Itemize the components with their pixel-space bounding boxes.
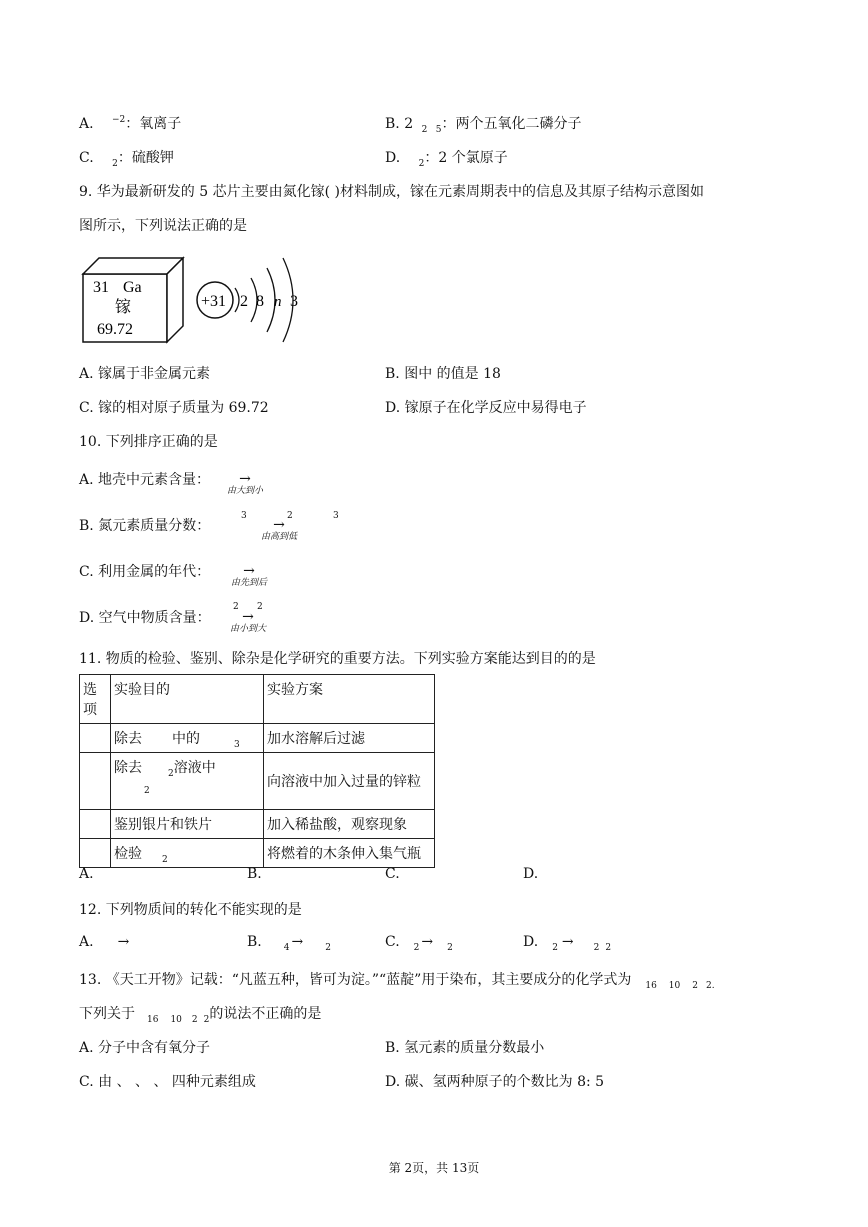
q8-option-b: B. 2 $_2$ $_5$：两个五氧化二磷分子 [385, 116, 582, 135]
nucleus-charge: +31 [201, 293, 227, 310]
q9-option-d: D. 镓原子在化学反应中易得电子 [385, 400, 587, 416]
q10-option-d: D. 空气中物质含量： [79, 610, 211, 626]
q11-stem: 11. 物质的检验、鉴别、除杂是化学研究的重要方法。下列实验方案能达到目的的是 [79, 651, 596, 667]
row3-purpose: 鉴别银片和铁片 [111, 810, 264, 839]
page-footer: 第 2页，共 13页 [388, 1161, 480, 1175]
table-row [80, 753, 435, 810]
q9-option-b: B. 图中 的值是 18 [385, 366, 501, 382]
row1-purpose: 除去 中的 $_3$ [111, 724, 264, 753]
q9-option-c: C. 镓的相对原子质量为 69.72 [79, 400, 269, 416]
q12-option-a: A. → [79, 934, 130, 950]
element-mass: 69.72 [97, 321, 133, 338]
experiment-table [79, 674, 435, 868]
q11-option-a: A. [79, 866, 94, 882]
q10-d-sub1: 2 [233, 602, 239, 612]
row4-purpose: 检验 $_2$ [111, 839, 264, 868]
row3-plan: 加入稀盐酸，观察现象 [264, 810, 435, 839]
shell-2: 8 [256, 293, 264, 310]
table-row [80, 724, 435, 753]
q11-option-c: C. [385, 866, 400, 882]
q13-stem-line1: 13. 《天工开物》记载：“凡蓝五种，皆可为淀。”“蓝靛”用于染布，其主要成分的化学式为 $_{16}$ $_{10}$ $_2$ $_{2.}$ [79, 972, 715, 991]
q10-option-c: C. 利用金属的年代： [79, 564, 211, 580]
header-purpose: 实验目的 [111, 675, 264, 724]
row2-plan: 向溶液中加入过量的锌粒 [264, 753, 435, 810]
q8-option-d: D. $_2$：2 个氯原子 [385, 150, 508, 169]
q10-stem: 10. 下列排序正确的是 [79, 434, 218, 450]
element-symbol: Ga [123, 279, 142, 296]
row4-plan: 将燃着的木条伸入集气瓶 [264, 839, 435, 868]
q13-option-d: D. 碳、氢两种原子的个数比为 8: 5 [385, 1074, 605, 1090]
q10-b-sub3: 3 [333, 511, 339, 521]
q9-stem-line2: 图所示，下列说法正确的是 [79, 218, 247, 234]
shell-1: 2 [240, 293, 248, 310]
q9-option-a: A. 镓属于非金属元素 [79, 366, 211, 382]
header-plan: 实验方案 [264, 675, 435, 724]
table-row [80, 839, 435, 868]
atom-structure [197, 258, 298, 342]
q10-b-sub1: 3 [241, 511, 247, 521]
table-row [80, 810, 435, 839]
q8-option-a: A. $^{-2}$：氧离子 [79, 115, 182, 132]
q10-c-arrow: → 由先到后 [230, 563, 267, 588]
q10-option-b: B. 氮元素质量分数： [79, 518, 211, 534]
shell-4: 3 [290, 293, 298, 310]
q9-stem-line1: 9. 华为最新研发的 5 芯片主要由氮化镓( )材料制成，镓在元素周期表中的信息及其原子结构示意图如 [79, 184, 704, 200]
header-option: 选项 [80, 675, 111, 724]
q10-b-arrow: → 由高到低 [260, 517, 297, 542]
row2-purpose: 除去 $_2$溶液中 $_2$ [111, 753, 264, 810]
q12-stem: 12. 下列物质间的转化不能实现的是 [79, 902, 302, 918]
q13-option-c: C. 由 、 、 、 四种元素组成 [79, 1074, 256, 1090]
q13-option-b: B. 氢元素的质量分数最小 [385, 1040, 545, 1056]
q10-d-sub2: 2 [257, 602, 263, 612]
q12-option-b: B. $_4$ → $_2$ [247, 934, 331, 953]
gallium-figure [79, 252, 309, 347]
q11-option-d: D. [523, 866, 539, 882]
table-header-row [80, 675, 435, 724]
q12-option-d: D. $_2$ → $_2$ $_2$ [523, 934, 612, 953]
q10-option-a: A. 地壳中元素含量： [79, 472, 211, 488]
shell-3: n [274, 294, 282, 310]
q13-stem-line2: 下列关于 $_{16}$ $_{10}$ $_2$ $_2$的说法不正确的是 [79, 1006, 322, 1025]
q10-b-sub2: 2 [287, 511, 293, 521]
q13-option-a: A. 分子中含有氧分子 [79, 1040, 211, 1056]
q8-option-c: C. $_2$：硫酸钾 [79, 150, 174, 169]
q10-d-arrow: → 由小到大 [229, 609, 266, 634]
element-name: 镓 [115, 297, 132, 316]
element-tile [83, 258, 183, 342]
element-atomic-number: 31 [93, 279, 109, 296]
q11-option-b: B. [247, 866, 262, 882]
q10-a-arrow: → 由大到小 [226, 471, 263, 496]
row1-plan: 加水溶解后过滤 [264, 724, 435, 753]
q12-option-c: C. $_2$ → $_2$ [385, 934, 453, 953]
